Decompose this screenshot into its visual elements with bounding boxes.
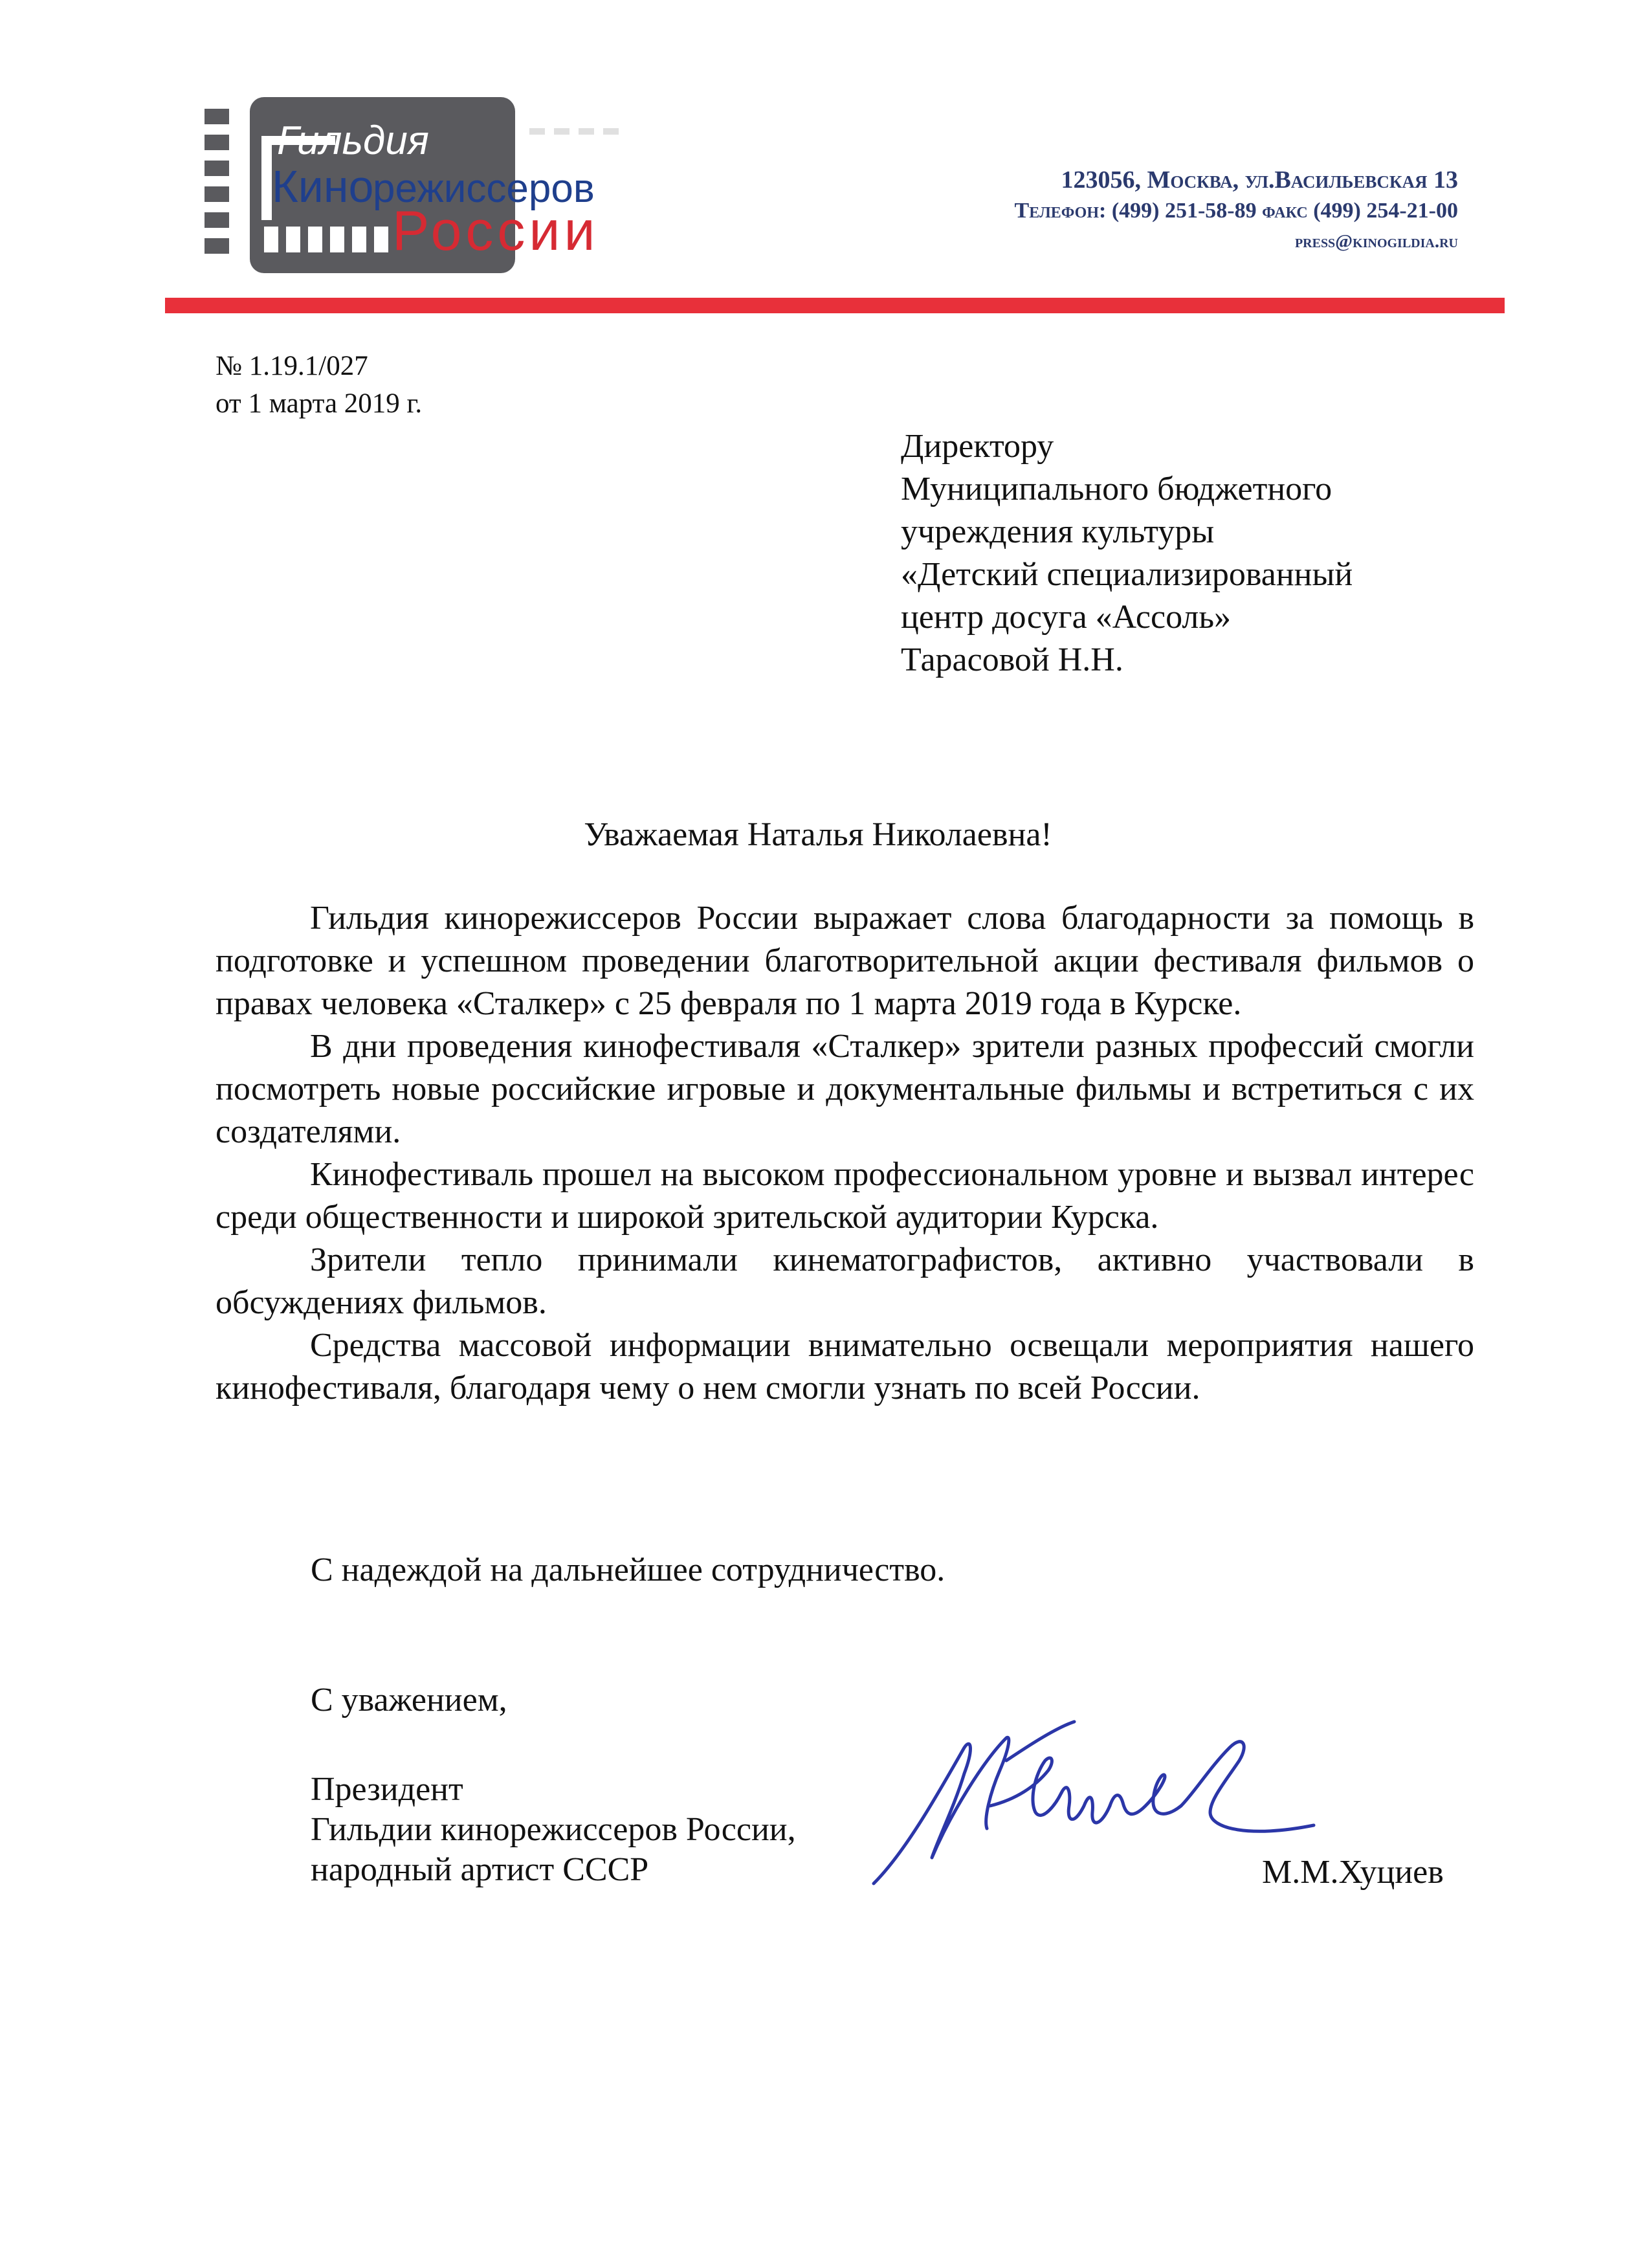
addressee-line: Тарасовой Н.Н.	[901, 641, 1123, 678]
body-paragraph: Кинофестиваль прошел на высоком профессиональном уровне и вызвал интерес среди общественности и широкой зрительской аудитории Курска.	[216, 1156, 1474, 1236]
body-paragraph: В дни проведения кинофестиваля «Сталкер» зрители разных профессий смогли посмотреть новые российские игровые и документальные фильмы и встретиться с их создателями.	[216, 1028, 1474, 1150]
letter-body	[216, 897, 1474, 1410]
reference-number: № 1.19.1/027	[216, 351, 368, 381]
signatory-title-line: Гильдии кинорежиссеров России,	[311, 1811, 796, 1848]
addressee-line: Муниципального бюджетного	[901, 471, 1332, 507]
addressee-block	[901, 425, 1522, 682]
guild-phones: Телефон: (499) 251-58-89 факс (499) 254-21-00	[1014, 199, 1458, 223]
header-divider	[165, 298, 1505, 313]
regards-line: С уважением,	[311, 1682, 507, 1718]
addressee-line: «Детский специализированный	[901, 556, 1353, 593]
guild-address: 123056, Москва, ул.Васильевская 13	[1061, 166, 1458, 194]
closing-line: С надеждой на дальнейшее сотрудничество.	[311, 1551, 945, 1588]
signatory-name: М.М.Хуциев	[1262, 1854, 1444, 1891]
logo-line1: Гильдия	[277, 118, 429, 163]
signatory-title	[311, 1770, 796, 1890]
body-paragraph: Средства массовой информации внимательно освещали мероприятия нашего кинофестиваля, благодаря чему о нем смогли узнать по всей России.	[216, 1327, 1474, 1406]
contact-block	[617, 164, 1458, 256]
reference-date: от 1 марта 2019 г.	[216, 388, 423, 419]
signatory-title-line: Президент	[311, 1771, 463, 1808]
salutation: Уважаемая Наталья Николаевна!	[584, 816, 1052, 853]
logo-line3: России	[392, 200, 599, 262]
logo-line2-kino: Кино	[272, 161, 374, 212]
letter-reference	[216, 348, 422, 423]
addressee-line: центр досуга «Ассоль»	[901, 599, 1232, 636]
addressee-line: учреждения культуры	[901, 513, 1215, 550]
body-paragraph: Зрители тепло принимали кинематографистов, активно участвовали в обсуждениях фильмов.	[216, 1241, 1474, 1321]
signatory-title-line: народный артист СССР	[311, 1851, 649, 1888]
addressee-line: Директору	[901, 428, 1054, 465]
logo-line2-rezh: режиссеров	[373, 166, 595, 211]
guild-email: press@kinogildia.ru	[1294, 231, 1458, 252]
body-paragraph: Гильдия кинорежиссеров России выражает слова благодарности за помощь в подготовке и успешном проведении благотворительной акции фестиваля фильмов о правах человека «Сталкер» с 25 февраля по 1 марта 2019 года в Курске.	[216, 900, 1474, 1022]
